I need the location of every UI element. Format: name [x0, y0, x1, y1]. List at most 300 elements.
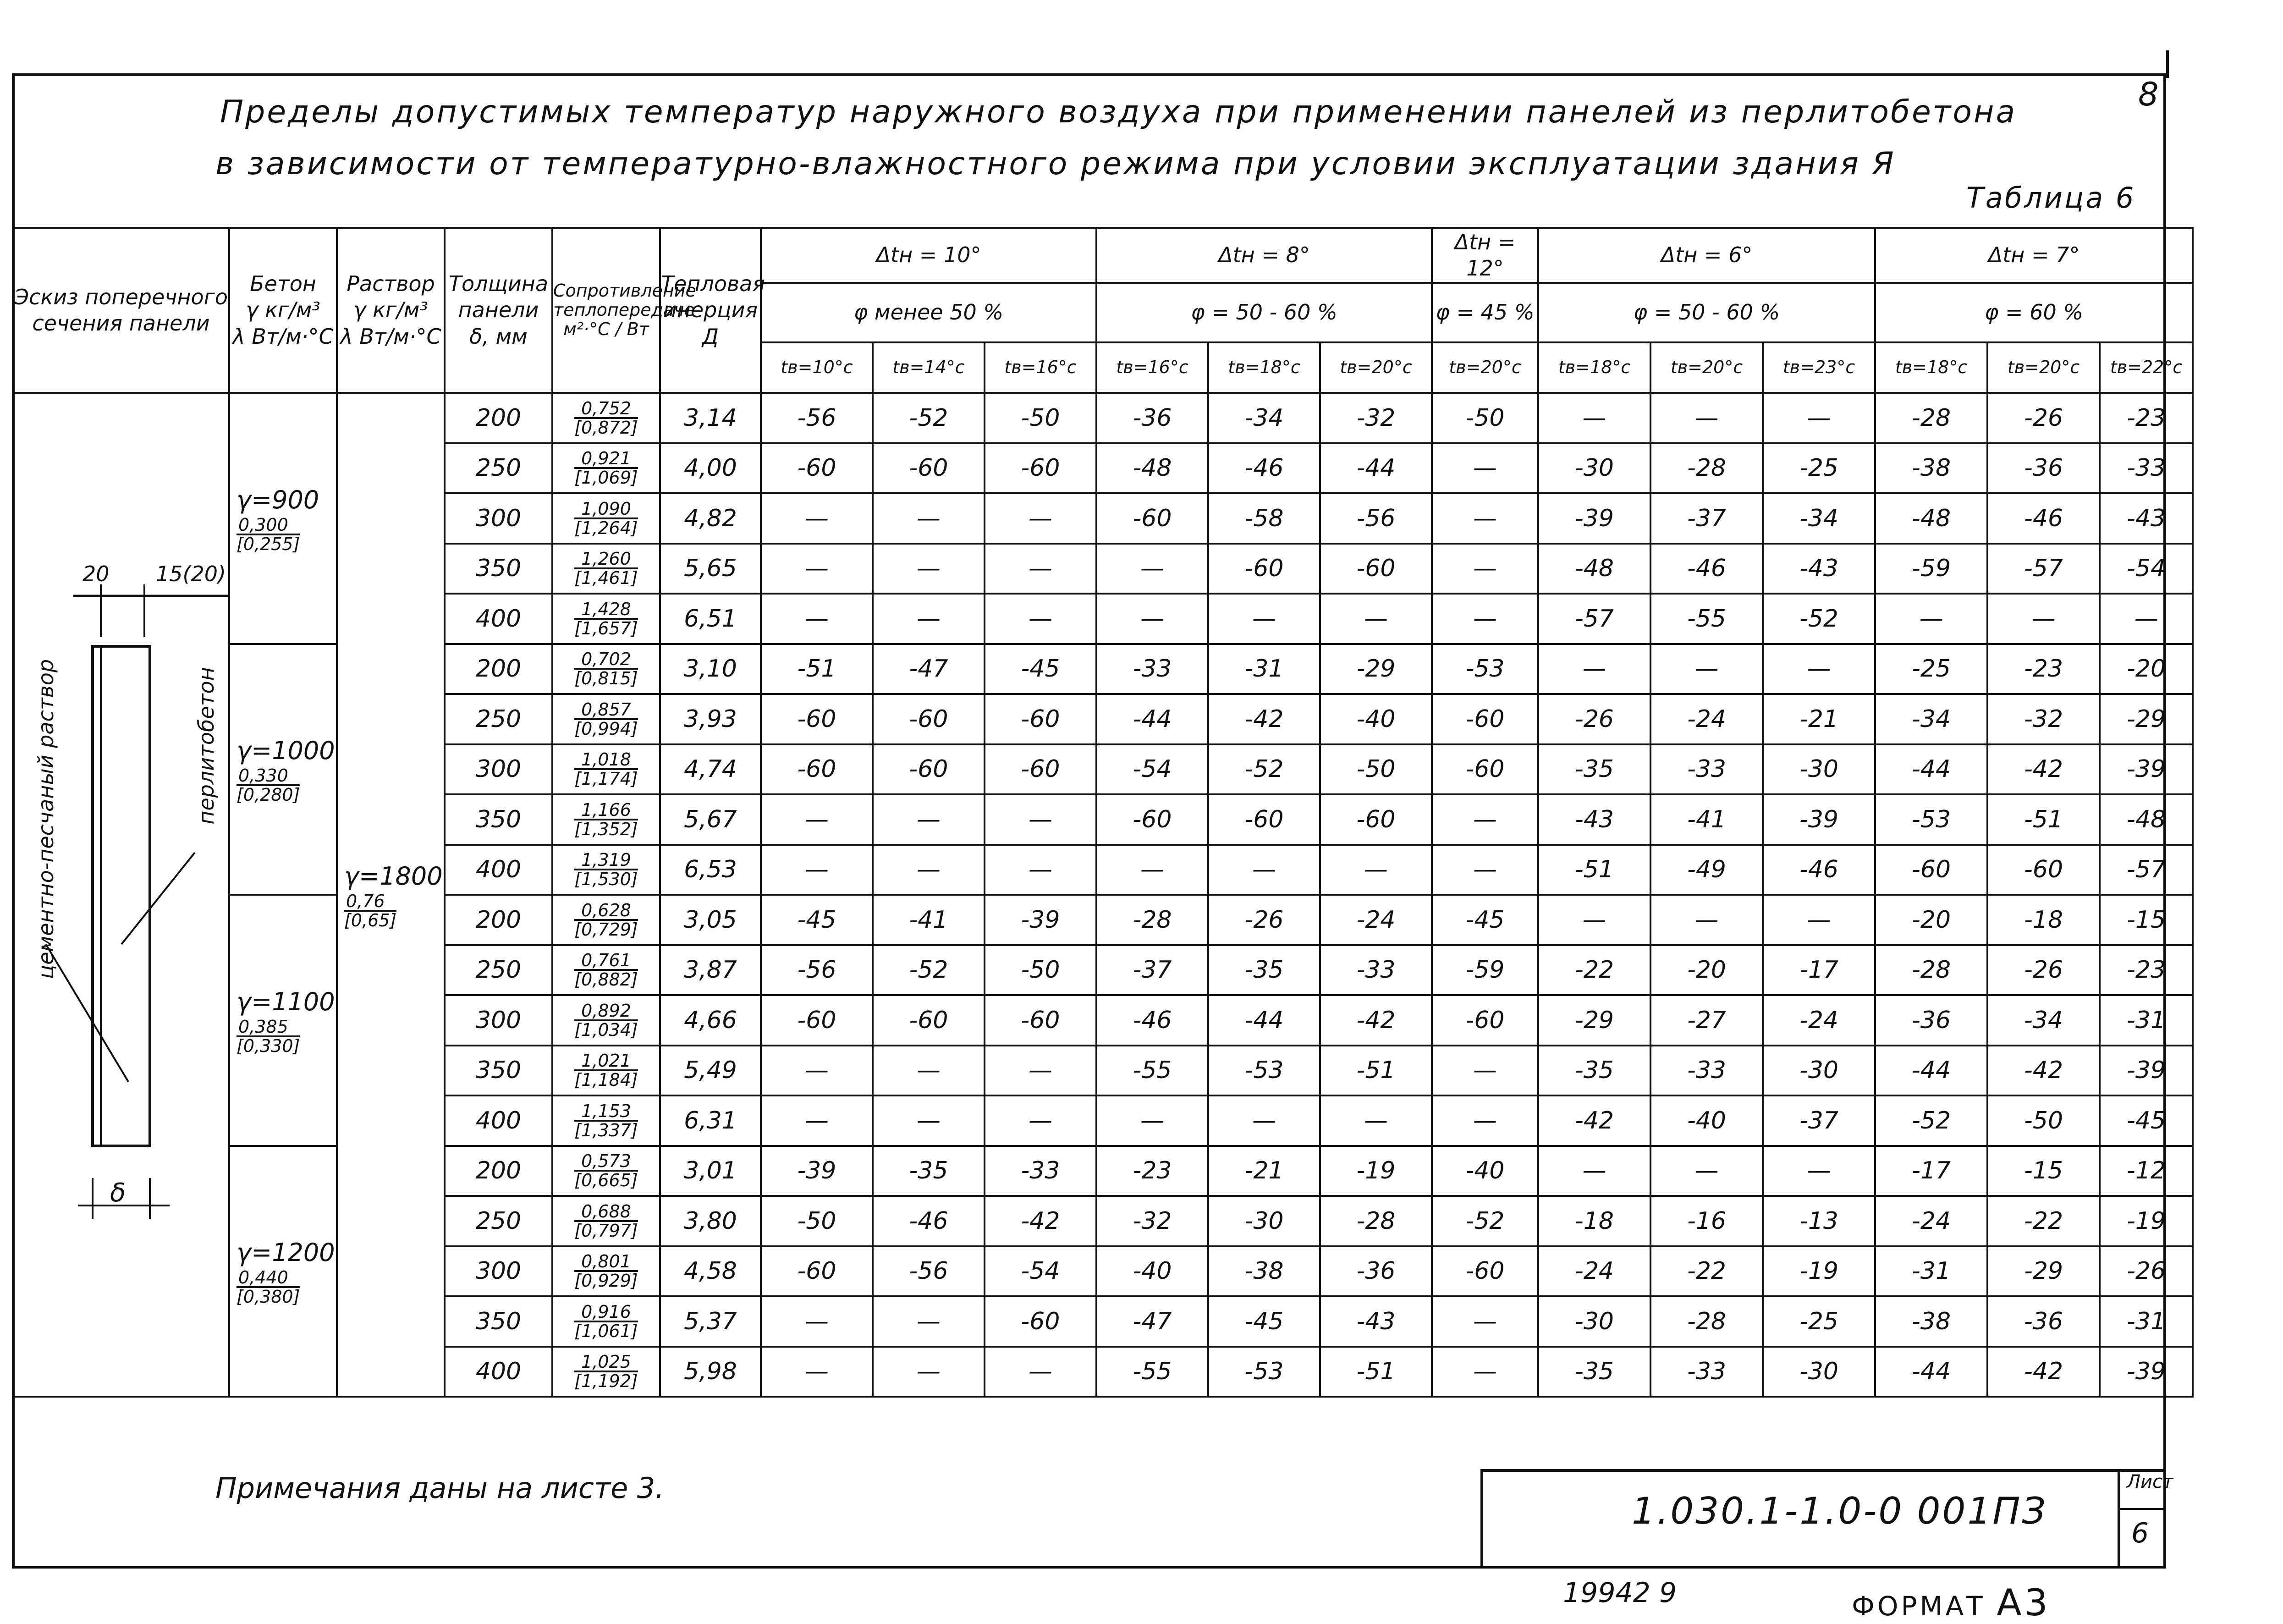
thickness-cell: 400 [445, 594, 552, 644]
temperature-cell: -28 [1650, 1296, 1763, 1347]
resistance-value [574, 699, 638, 739]
temperature-cell: -53 [1875, 794, 1987, 845]
beton-lambda-num: 0,385 [237, 1018, 300, 1037]
beton-lambda-den: [0,280] [237, 785, 300, 805]
temperature-cell: — [1650, 895, 1763, 945]
temperature-cell: -39 [2100, 744, 2193, 795]
temperature-cell: -47 [873, 644, 985, 694]
temperature-cell: -39 [2100, 1046, 2193, 1096]
resistance-value-den: [0,994] [574, 718, 638, 739]
sketch-dim-15-20: 15(20) [156, 562, 226, 586]
corner-sheet-number: 8 [2138, 76, 2159, 113]
temperature-cell: -60 [873, 744, 985, 795]
resistance-value-den: [1,264] [574, 517, 638, 538]
temperature-cell: -24 [1538, 1246, 1650, 1297]
temperature-cell: -52 [1763, 594, 1875, 644]
temperature-cell: -60 [761, 694, 873, 744]
temperature-cell: -46 [1208, 443, 1320, 494]
resistance-value-num: 0,857 [574, 701, 638, 720]
resistance-value-den: [1,657] [574, 618, 638, 639]
temperature-cell: -41 [1650, 794, 1763, 845]
inertia-cell: 5,65 [660, 544, 761, 594]
resistance-cell [552, 1296, 660, 1347]
temperature-cell: -24 [1650, 694, 1763, 744]
sketch-leader-perlite [121, 853, 195, 944]
temperature-cell: -31 [1208, 644, 1320, 694]
temperature-cell: — [2100, 594, 2193, 644]
temperature-cell: -52 [1208, 744, 1320, 795]
beton-lambda [237, 1016, 300, 1056]
temperature-cell: -39 [1538, 493, 1650, 544]
thickness-cell: 300 [445, 493, 552, 544]
inertia-cell: 3,05 [660, 895, 761, 945]
temperature-cell: -59 [1875, 544, 1987, 594]
subheader-tv-9: tв=23°с [1763, 342, 1875, 393]
inertia-cell: 6,53 [660, 845, 761, 895]
header-dt12: Δtн = 12° [1432, 228, 1538, 283]
temperature-cell: -34 [1875, 694, 1987, 744]
subheader-tv-3: tв=16°с [1096, 342, 1208, 393]
thickness-cell: 250 [445, 694, 552, 744]
temperature-cell: -36 [1320, 1246, 1432, 1297]
resistance-cell [552, 694, 660, 744]
thickness-cell: 200 [445, 1146, 552, 1196]
temperature-cell: -20 [1650, 945, 1763, 996]
resistance-value-num: 0,702 [574, 650, 638, 670]
temperature-cell: -30 [1538, 443, 1650, 494]
header-rastvor-l1: Раствор [347, 271, 435, 296]
temperature-cell: — [1538, 393, 1650, 443]
temperature-cell: -57 [1538, 594, 1650, 644]
sketch-label-mortar: цементно-песчаный раствор [33, 659, 58, 980]
resistance-value-den: [1,352] [574, 819, 638, 839]
inertia-cell: 3,10 [660, 644, 761, 694]
resistance-value [574, 1301, 638, 1341]
resistance-cell [552, 1246, 660, 1297]
temperature-cell: — [1208, 845, 1320, 895]
temperature-cell: -60 [1987, 845, 2100, 895]
thickness-cell: 350 [445, 1046, 552, 1096]
resistance-value-den: [1,061] [574, 1321, 638, 1341]
temperature-cell: -31 [1875, 1246, 1987, 1297]
temperature-cell: -23 [1096, 1146, 1208, 1196]
temperature-cell: — [1763, 644, 1875, 694]
temperature-cell: — [1096, 845, 1208, 895]
resistance-value [574, 549, 638, 589]
temperature-cell: — [761, 794, 873, 845]
rastvor-lambda [344, 891, 397, 931]
temperature-cell: — [985, 1046, 1096, 1096]
resistance-value-den: [1,192] [574, 1371, 638, 1392]
temperature-cell: — [873, 845, 985, 895]
temperature-cell: -15 [2100, 895, 2193, 945]
thickness-cell: 400 [445, 1096, 552, 1146]
resistance-value-num: 0,801 [574, 1253, 638, 1272]
temperature-cell: -36 [1987, 1296, 2100, 1347]
temperature-cell: -39 [985, 895, 1096, 945]
temperature-cell: -33 [1096, 644, 1208, 694]
temperature-cell: -55 [1650, 594, 1763, 644]
temperature-cell: -29 [2100, 694, 2193, 744]
temperature-cell: — [1432, 544, 1538, 594]
resistance-value [574, 498, 638, 538]
temperature-cell: -23 [2100, 393, 2193, 443]
resistance-cell [552, 995, 660, 1046]
temperature-cell: -26 [1987, 393, 2100, 443]
temperature-cell: -52 [873, 393, 985, 443]
temperature-cell: — [1650, 393, 1763, 443]
temperature-cell: -50 [1432, 393, 1538, 443]
temperature-cell: -50 [761, 1196, 873, 1246]
temperature-cell: -45 [985, 644, 1096, 694]
subheader-tv-8: tв=20°с [1650, 342, 1763, 393]
resistance-value-den: [0,815] [574, 668, 638, 689]
temperature-cell: -60 [1096, 493, 1208, 544]
resistance-value-den: [1,184] [574, 1070, 638, 1090]
sketch-label-perlite: перлитобетон [194, 667, 219, 825]
temperature-cell: — [1320, 594, 1432, 644]
temperature-cell: -44 [1875, 1347, 1987, 1397]
temperature-cell: -31 [2100, 1296, 2193, 1347]
resistance-value-num: 1,260 [574, 550, 638, 569]
resistance-value-den: [0,665] [574, 1170, 638, 1191]
header-dt7: Δtн = 7° [1875, 228, 2193, 283]
resistance-value [574, 1201, 638, 1241]
temperature-cell: -13 [1763, 1196, 1875, 1246]
temperature-cell: -28 [1096, 895, 1208, 945]
temperature-cell: — [985, 493, 1096, 544]
temperature-cell: -27 [1650, 995, 1763, 1046]
inertia-cell: 3,80 [660, 1196, 761, 1246]
temperature-cell: — [1650, 1146, 1763, 1196]
temperature-cell: -29 [1320, 644, 1432, 694]
temperature-cell: — [1432, 443, 1538, 494]
temperature-cell: -46 [1987, 493, 2100, 544]
temperature-cell: -25 [1763, 443, 1875, 494]
temperature-cell: — [1096, 1096, 1208, 1146]
footnote: Примечания даны на листе 3. [215, 1471, 665, 1505]
temperature-cell: -38 [1875, 443, 1987, 494]
temperature-cell: -40 [1096, 1246, 1208, 1297]
inertia-cell: 4,58 [660, 1246, 761, 1297]
temperature-cell: -12 [2100, 1146, 2193, 1196]
thickness-cell: 300 [445, 995, 552, 1046]
resistance-cell [552, 1096, 660, 1146]
beton-density: γ=1200 [237, 1238, 335, 1267]
thickness-cell: 350 [445, 794, 552, 845]
temperature-cell: — [1763, 1146, 1875, 1196]
sheet-cell-divider [2118, 1508, 2166, 1510]
document-code: 1.030.1-1.0-0 001ПЗ [1632, 1490, 2047, 1532]
resistance-value-num: 0,752 [574, 400, 638, 419]
resistance-value-den: [1,337] [574, 1120, 638, 1140]
temperature-cell: -33 [1650, 1347, 1763, 1397]
temperature-cell: -54 [1096, 744, 1208, 795]
temperature-cell: -53 [1208, 1347, 1320, 1397]
header-dt6: Δtн = 6° [1538, 228, 1875, 283]
beton-lambda-den: [0,330] [237, 1035, 300, 1056]
sketch-label-thickness: δ [110, 1178, 126, 1208]
resistance-value [574, 900, 638, 940]
resistance-cell [552, 1196, 660, 1246]
temperature-cell: -56 [761, 945, 873, 996]
temperature-cell: -60 [1208, 794, 1320, 845]
thickness-cell: 400 [445, 1347, 552, 1397]
thickness-cell: 350 [445, 544, 552, 594]
resistance-cell [552, 794, 660, 845]
subheader-tv-5: tв=20°с [1320, 342, 1432, 393]
temperature-cell: -41 [873, 895, 985, 945]
temperature-cell: -22 [1538, 945, 1650, 996]
subheader-tv-10: tв=18°с [1875, 342, 1987, 393]
temperature-cell: -45 [1432, 895, 1538, 945]
resistance-value-den: [1,461] [574, 568, 638, 589]
inventory-number: 19942 9 [1563, 1577, 1677, 1609]
temperature-cell: -22 [1987, 1196, 2100, 1246]
temperature-cell: -34 [1208, 393, 1320, 443]
temperature-cell: -60 [1208, 544, 1320, 594]
temperature-cell: -30 [1538, 1296, 1650, 1347]
temperature-cell: -51 [1538, 845, 1650, 895]
temperature-cell: — [985, 544, 1096, 594]
subheader-tv-11: tв=20°с [1987, 342, 2100, 393]
temperature-cell: -40 [1320, 694, 1432, 744]
temperature-cell: -55 [1096, 1347, 1208, 1397]
temperature-cell: — [761, 544, 873, 594]
temperature-cell: — [1987, 594, 2100, 644]
resistance-value-num: 1,319 [574, 851, 638, 870]
temperature-cell: -60 [761, 443, 873, 494]
temperature-cell: -28 [1875, 945, 1987, 996]
beton-density: γ=1100 [237, 987, 335, 1016]
temperature-cell: -35 [1538, 744, 1650, 795]
header-sketch: Эскиз поперечного сечения панели [13, 228, 229, 393]
resistance-value-num: 0,573 [574, 1152, 638, 1172]
inertia-cell: 5,98 [660, 1347, 761, 1397]
beton-density: γ=1000 [237, 736, 335, 765]
beton-lambda-den: [0,255] [237, 534, 300, 554]
rastvor-lambda-num: 0,76 [344, 892, 396, 912]
header-phi-50-60-b: φ = 50 - 60 % [1538, 283, 1875, 342]
resistance-value-num: 1,018 [574, 751, 638, 770]
temperature-cell: — [873, 1347, 985, 1397]
temperature-cell: — [1432, 794, 1538, 845]
temperature-cell: -50 [1320, 744, 1432, 795]
temperature-cell: -44 [1208, 995, 1320, 1046]
temperature-cell: -60 [761, 995, 873, 1046]
thickness-cell: 250 [445, 443, 552, 494]
temperature-cell: -53 [1208, 1046, 1320, 1096]
temperature-cell: -48 [1538, 544, 1650, 594]
temperature-cell: -60 [985, 694, 1096, 744]
temperature-cell: -52 [1875, 1096, 1987, 1146]
thickness-cell: 300 [445, 744, 552, 795]
temperature-cell: -42 [1987, 1046, 2100, 1096]
inertia-cell: 3,14 [660, 393, 761, 443]
resistance-value [574, 448, 638, 488]
temperature-cell: — [873, 594, 985, 644]
temperature-cell: -50 [985, 393, 1096, 443]
thickness-cell: 250 [445, 1196, 552, 1246]
rastvor-lambda-den: [0,65] [344, 910, 397, 931]
inertia-cell: 4,74 [660, 744, 761, 795]
temperature-cell: -58 [1208, 493, 1320, 544]
temperature-cell: -56 [1320, 493, 1432, 544]
header-resistance-l1: Сопротивление теплопередаче [553, 281, 696, 320]
resistance-value-num: 0,921 [574, 450, 638, 469]
resistance-cell [552, 1046, 660, 1096]
temperature-cell: -54 [985, 1246, 1096, 1297]
inertia-cell: 3,93 [660, 694, 761, 744]
resistance-value-num: 1,025 [574, 1353, 638, 1372]
inertia-cell: 4,66 [660, 995, 761, 1046]
resistance-value [574, 649, 638, 689]
temperature-cell: — [873, 1096, 985, 1146]
temperature-cell: — [1538, 895, 1650, 945]
temperature-cell: -60 [1320, 544, 1432, 594]
header-phi-lt50: φ менее 50 % [761, 283, 1096, 342]
thickness-cell: 200 [445, 895, 552, 945]
temperature-cell: -32 [1320, 393, 1432, 443]
temperature-cell: -51 [1320, 1046, 1432, 1096]
header-beton-l1: Бетон [250, 271, 316, 296]
top-corner-divider [2166, 50, 2169, 78]
temperature-cell: -34 [1763, 493, 1875, 544]
temperature-cell: -60 [1096, 794, 1208, 845]
thickness-cell: 250 [445, 945, 552, 996]
resistance-cell [552, 744, 660, 795]
temperature-cell: — [1432, 845, 1538, 895]
thickness-cell: 400 [445, 845, 552, 895]
temperature-cell: -60 [985, 443, 1096, 494]
temperature-cell: -35 [873, 1146, 985, 1196]
temperature-cell: -35 [1538, 1046, 1650, 1096]
temperature-cell: -48 [1875, 493, 1987, 544]
temperature-cell: — [1320, 845, 1432, 895]
temperature-cell: -33 [1320, 945, 1432, 996]
temperature-cell: -60 [761, 1246, 873, 1297]
temperature-cell: -16 [1650, 1196, 1763, 1246]
temperature-cell: -51 [1987, 794, 2100, 845]
sheet-label: Лист [2127, 1471, 2173, 1492]
thickness-cell: 200 [445, 393, 552, 443]
resistance-cell [552, 845, 660, 895]
temperature-cell: -39 [2100, 1347, 2193, 1397]
temperature-cell: — [1763, 393, 1875, 443]
temperature-cell: — [1650, 644, 1763, 694]
temperature-cell: -44 [1320, 443, 1432, 494]
resistance-value-num: 1,153 [574, 1102, 638, 1122]
resistance-cell [552, 895, 660, 945]
temperature-cell: -49 [1650, 845, 1763, 895]
temperature-cell: -30 [1763, 1046, 1875, 1096]
subheader-tv-6: tв=20°с [1432, 342, 1538, 393]
resistance-cell [552, 443, 660, 494]
resistance-value-num: 1,090 [574, 500, 638, 519]
resistance-value-num: 0,688 [574, 1203, 638, 1222]
resistance-cell [552, 1347, 660, 1397]
temperature-cell: -46 [1096, 995, 1208, 1046]
beton-lambda-num: 0,300 [237, 516, 300, 535]
sketch-leader-mortar [46, 944, 128, 1082]
temperature-limits-table [12, 227, 2194, 1398]
temperature-cell: -33 [985, 1146, 1096, 1196]
temperature-cell: — [1432, 493, 1538, 544]
temperature-cell: — [873, 794, 985, 845]
temperature-cell: — [1096, 544, 1208, 594]
temperature-cell: -19 [1320, 1146, 1432, 1196]
temperature-cell: -36 [1875, 995, 1987, 1046]
subheader-tv-4: tв=18°с [1208, 342, 1320, 393]
temperature-cell: -60 [985, 744, 1096, 795]
temperature-cell: — [873, 1046, 985, 1096]
inertia-cell: 6,51 [660, 594, 761, 644]
header-dt10: Δtн = 10° [761, 228, 1096, 283]
resistance-cell [552, 945, 660, 996]
temperature-cell: -23 [2100, 945, 2193, 996]
thickness-cell: 200 [445, 644, 552, 694]
header-rastvor-l2: γ кг/м³ [353, 297, 428, 323]
sketch-dim-20: 20 [83, 562, 110, 586]
temperature-cell: -45 [761, 895, 873, 945]
temperature-cell: -44 [1875, 1046, 1987, 1096]
temperature-cell: — [761, 1347, 873, 1397]
temperature-cell: -56 [761, 393, 873, 443]
temperature-cell: -24 [1320, 895, 1432, 945]
beton-lambda [237, 765, 300, 805]
temperature-cell: -17 [1875, 1146, 1987, 1196]
temperature-cell: -57 [2100, 845, 2193, 895]
temperature-cell: -26 [2100, 1246, 2193, 1297]
temperature-cell: -24 [1763, 995, 1875, 1046]
format-word: ФОРМАТ [1852, 1591, 1986, 1622]
temperature-cell: -31 [2100, 995, 2193, 1046]
resistance-cell [552, 1146, 660, 1196]
resistance-value [574, 950, 638, 990]
temperature-cell: -60 [1432, 744, 1538, 795]
inertia-cell: 4,82 [660, 493, 761, 544]
format-label [1852, 1581, 2051, 1624]
resistance-cell [552, 393, 660, 443]
temperature-cell: — [1208, 1096, 1320, 1146]
temperature-cell: -54 [2100, 544, 2193, 594]
temperature-cell: -43 [1763, 544, 1875, 594]
beton-group-2 [229, 895, 337, 1146]
temperature-cell: -40 [1432, 1146, 1538, 1196]
resistance-value-den: [0,882] [574, 969, 638, 990]
header-resistance [552, 228, 696, 393]
inertia-cell: 5,49 [660, 1046, 761, 1096]
temperature-cell: -38 [1875, 1296, 1987, 1347]
thickness-cell: 300 [445, 1246, 552, 1297]
resistance-value [574, 599, 638, 639]
temperature-cell: -43 [2100, 493, 2193, 544]
resistance-value [574, 1051, 638, 1090]
header-inertia-l1: Тепловая инерция [661, 271, 765, 323]
header-beton-l2: γ кг/м³ [246, 297, 320, 323]
temperature-cell: -25 [1875, 644, 1987, 694]
temperature-cell: — [985, 845, 1096, 895]
temperature-cell: -18 [1538, 1196, 1650, 1246]
temperature-cell: -29 [1538, 995, 1650, 1046]
header-inertia-l2: Д [702, 324, 719, 349]
beton-lambda-num: 0,330 [237, 767, 300, 786]
temperature-cell: -33 [1650, 1046, 1763, 1096]
temperature-cell: -51 [1320, 1347, 1432, 1397]
temperature-cell: -21 [1763, 694, 1875, 744]
temperature-cell: — [1208, 594, 1320, 644]
temperature-cell: -26 [1208, 895, 1320, 945]
